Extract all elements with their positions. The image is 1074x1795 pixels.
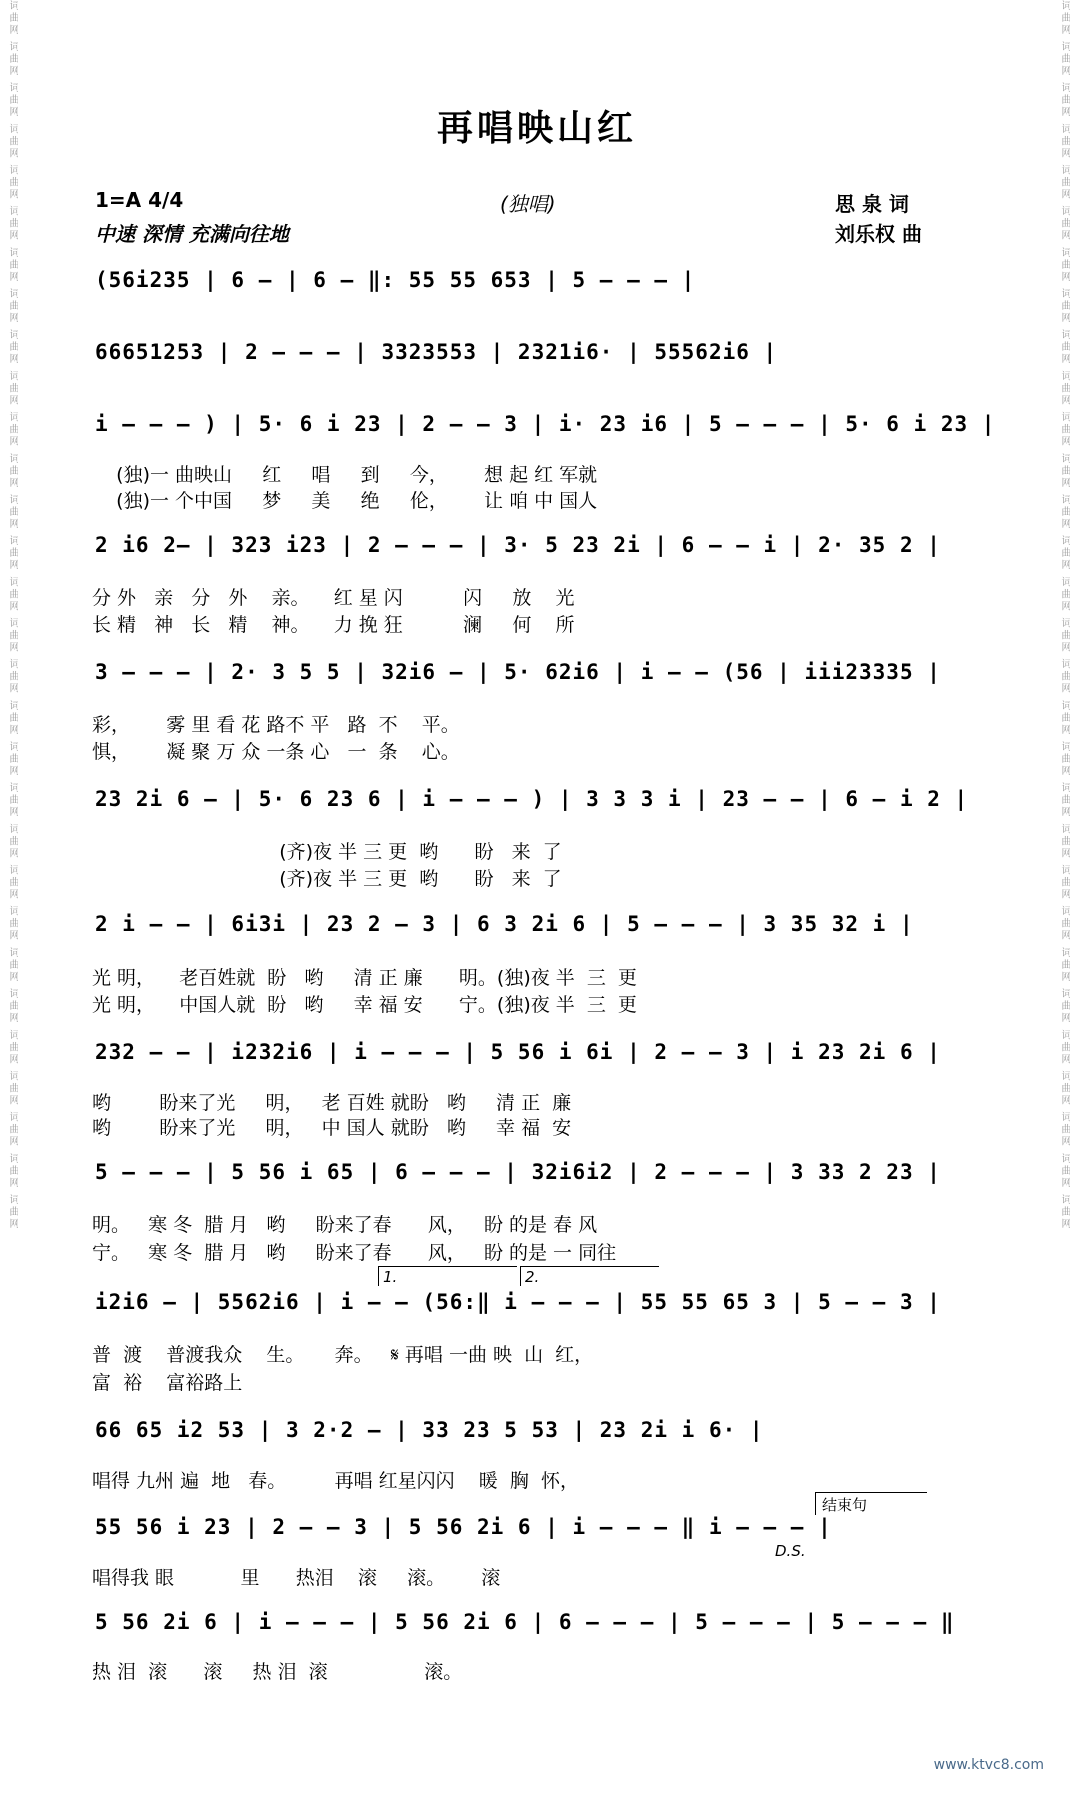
lyric-line: (齐)夜 半 三 更 哟 盼 来 了 <box>92 841 562 863</box>
notation-row: 55 56 i 23 | 2 – – 3 | 5 56 2i 6 | i – – – ‖ i – – – | <box>95 1515 832 1539</box>
notation-row: 3 – – – | 2· 3 5 5 | 32i6 – | 5· 62i6 | i – – (56 | iii23335 | <box>95 660 941 684</box>
notation-row: 2 i – – | 6i3i | 23 2 – 3 | 6 3 2i 6 | 5 – – – | 3 35 32 i | <box>95 912 914 936</box>
lyric-line: (独)一 曲映山 红 唱 到 今， 想 起 红 军就 <box>92 464 598 486</box>
lyric-line: (独)一 个中国 梦 美 绝 伦， 让 咱 中 国人 <box>92 490 598 512</box>
song-title: 再唱映山红 <box>436 107 637 149</box>
lyric-line: 哟 盼来了光 明， 老 百姓 就盼 哟 清 正 廉 <box>92 1092 572 1114</box>
lyric-line: 富 裕 富裕路上 <box>92 1372 243 1394</box>
volta-1: 1. <box>378 1266 517 1286</box>
lyric-line: 光 明， 中国人就 盼 哟 幸 福 安 宁。(独)夜 半 三 更 <box>92 994 637 1016</box>
lyric-line: 唱得 九州 遍 地 春。 再唱 红星闪闪 暖 胸 怀， <box>92 1470 579 1492</box>
performance-type: (独唱) <box>500 192 556 216</box>
watermark-left: 词曲网 词曲网 词曲网 词曲网 词曲网 词曲网 词曲网 词曲网 词曲网 词曲网 词曲网 词曲网 词曲网 词曲网 词曲网 词曲网 词曲网 词曲网 词曲网 词曲网 词曲网 词曲网 词曲网 词曲网 词曲网 词曲网 词曲网 词曲网 词曲网 词曲网 <box>7 0 18 1231</box>
notation-row: 66651253 | 2 – – – | 3323553 | 2321i6· | 55562i6 | <box>95 340 778 364</box>
key-signature: 1=A 4/4 <box>95 188 184 212</box>
lyricist-credit: 思 泉 词 <box>835 192 909 216</box>
lyric-line: 唱得我 眼 里 热泪 滚 滚。 滚 <box>92 1567 501 1589</box>
notation-row: (56i235 | 6 – | 6 – ‖: 55 55 653 | 5 – – – | <box>95 268 696 292</box>
ds-marking: D.S. <box>775 1542 806 1560</box>
lyric-line: (齐)夜 半 三 更 哟 盼 来 了 <box>92 868 562 890</box>
site-watermark: www.ktvc8.com <box>933 1757 1044 1773</box>
notation-row: 232 – – | i232i6 | i – – – | 5 56 i 6i | 2 – – 3 | i 23 2i 6 | <box>95 1040 941 1064</box>
notation-row: i2i6 – | 5562i6 | i – – (56:‖ i – – – | 55 55 65 3 | 5 – – 3 | <box>95 1290 941 1314</box>
volta-2: 2. <box>520 1266 659 1286</box>
lyric-line: 彩， 雾 里 看 花 路不 平 路 不 平。 <box>92 714 460 736</box>
lyric-line: 明。 寒 冬 腊 月 哟 盼来了春 风， 盼 的是 春 风 <box>92 1214 598 1236</box>
lyric-line: 普 渡 普渡我众 生。 奔。 𝄋 再唱 一曲 映 山 红， <box>92 1344 594 1366</box>
lyric-line: 光 明， 老百姓就 盼 哟 清 正 廉 明。(独)夜 半 三 更 <box>92 967 637 989</box>
notation-row: 5 – – – | 5 56 i 65 | 6 – – – | 32i6i2 | 2 – – – | 3 33 2 23 | <box>95 1160 941 1184</box>
notation-row: 5 56 2i 6 | i – – – | 5 56 2i 6 | 6 – – – | 5 – – – | 5 – – – ‖ <box>95 1610 955 1634</box>
composer-credit: 刘乐权 曲 <box>835 222 922 246</box>
notation-row: 66 65 i2 53 | 3 2·2 – | 33 23 5 53 | 23 2i i 6· | <box>95 1418 764 1442</box>
notation-row: i – – – ) | 5· 6 i 23 | 2 – – 3 | i· 23 i6 | 5 – – – | 5· 6 i 23 | <box>95 412 996 436</box>
notation-row: 23 2i 6 – | 5· 6 23 6 | i – – – ) | 3 3 3 i | 23 – – | 6 – i 2 | <box>95 787 969 811</box>
coda-ending: 结束句 <box>815 1492 927 1515</box>
lyric-line: 宁。 寒 冬 腊 月 哟 盼来了春 风， 盼 的是 一 同往 <box>92 1242 617 1264</box>
tempo-marking: 中速 深情 充满向往地 <box>95 222 289 246</box>
lyric-line: 哟 盼来了光 明， 中 国人 就盼 哟 幸 福 安 <box>92 1117 572 1139</box>
lyric-line: 长 精 神 长 精 神。 力 挽 狂 澜 何 所 <box>92 614 575 636</box>
notation-row: 2 i6 2– | 323 i23 | 2 – – – | 3· 5 23 2i | 6 – – i | 2· 35 2 | <box>95 533 941 557</box>
lyric-line: 热 泪 滚 滚 热 泪 滚 滚。 <box>92 1661 463 1683</box>
lyric-line: 惧， 凝 聚 万 众 一条 心 一 条 心。 <box>92 741 460 763</box>
lyric-line: 分 外 亲 分 外 亲。 红 星 闪 闪 放 光 <box>92 587 575 609</box>
watermark-right: 词曲网 词曲网 词曲网 词曲网 词曲网 词曲网 词曲网 词曲网 词曲网 词曲网 词曲网 词曲网 词曲网 词曲网 词曲网 词曲网 词曲网 词曲网 词曲网 词曲网 词曲网 词曲网 词曲网 词曲网 词曲网 词曲网 词曲网 词曲网 词曲网 词曲网 <box>1059 0 1070 1231</box>
